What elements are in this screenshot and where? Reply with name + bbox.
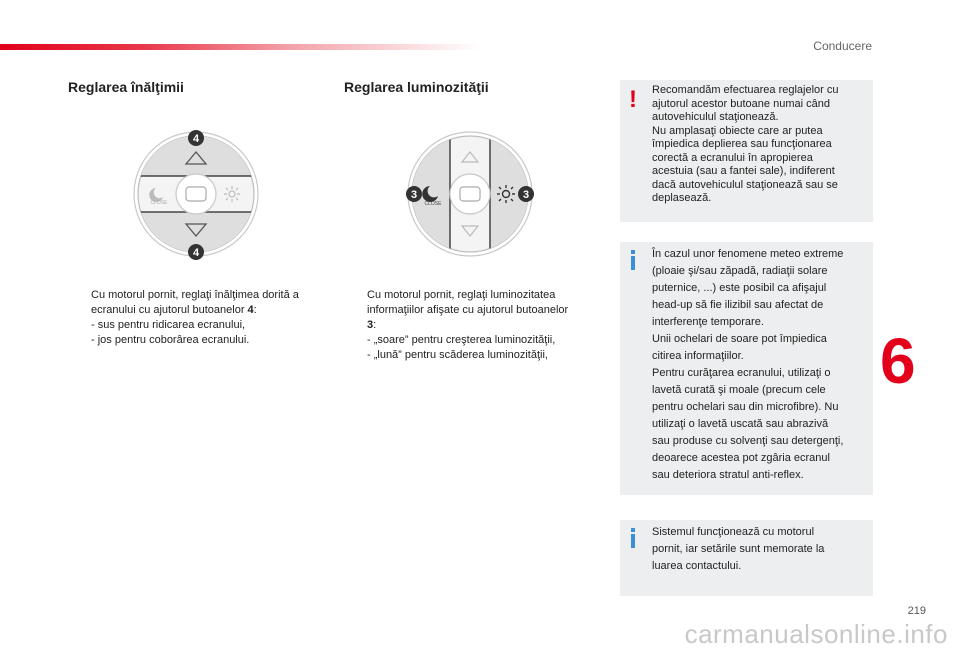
height-instructions xyxy=(70,288,335,348)
note-line: deoarece acestea pot zgâria ecranul xyxy=(652,452,830,464)
height-section-heading: Reglarea înălţimii xyxy=(68,79,184,95)
note-line: sau deteriora stratul anti-reflex. xyxy=(652,469,804,481)
note-line: lavetă curată şi moale (precum cele xyxy=(652,384,826,396)
brightness-instructions xyxy=(346,288,606,363)
close-label: CLOSE xyxy=(150,200,168,206)
chapter-title: Conducere xyxy=(813,39,872,53)
page-number: 219 xyxy=(907,605,926,617)
note-line: sau produse cu solvenţi sau detergenţi, xyxy=(652,435,844,447)
callout-number: 3 xyxy=(410,189,418,201)
instruction-line: ecranului cu ajutorul butoanelor xyxy=(91,304,248,316)
info-note-system xyxy=(620,520,873,596)
note-line: corectă a ecranului în apropierea xyxy=(652,151,813,164)
instruction-punctuation: : xyxy=(253,304,257,316)
info-icon xyxy=(626,250,640,270)
note-line: pentru ochelari sau din microfibre). Nu xyxy=(652,401,839,413)
note-line: puternice, ...) este posibil ca afişajul xyxy=(652,282,827,294)
note-line: deplasează. xyxy=(652,192,712,204)
note-line: utilizaţi o lavetă uscată sau abrazivă xyxy=(652,418,829,430)
list-item: - sus pentru ridicarea ecranului, xyxy=(91,319,246,331)
note-line: acestuia (sau a fantei sale), indiferent xyxy=(652,165,835,177)
note-line: Nu amplasaţi obiecte care ar putea xyxy=(652,124,823,137)
note-line: Pentru curăţarea ecranului, utilizaţi o xyxy=(652,367,831,379)
note-line: autovehiculul staţionează. xyxy=(652,111,779,123)
note-line: luarea contactului. xyxy=(652,560,742,572)
watermark: carmanualsonline.info xyxy=(684,619,948,649)
note-line: împiedica deplierea sau funcţionarea xyxy=(652,138,832,150)
brightness-section-heading: Reglarea luminozităţii xyxy=(344,79,489,95)
height-control-illustration xyxy=(128,126,264,266)
note-line: citirea informaţiilor. xyxy=(652,350,744,362)
instruction-line: Cu motorul pornit, reglaţi înălţimea dorită a xyxy=(91,289,299,301)
note-line: dacă autovehiculul staţionează sau se xyxy=(652,178,838,191)
note-line: ajutorul acestor butoane numai când xyxy=(652,97,830,110)
note-line: (ploaie şi/sau zăpadă, radiaţii solare xyxy=(652,265,828,277)
note-line: Recomandăm efectuarea reglajelor cu xyxy=(652,84,839,96)
close-label: CLOSE xyxy=(424,201,442,207)
warning-note xyxy=(620,80,873,222)
callout-number: 4 xyxy=(192,247,200,259)
note-line: interferenţe temporare. xyxy=(652,316,764,328)
note-line: pornit, iar setările sunt memorate la xyxy=(652,543,825,555)
note-line: Unii ochelari de soare pot împiedica xyxy=(652,333,827,345)
button-reference: 3 xyxy=(367,319,374,331)
note-line: În cazul unor fenomene meteo extreme xyxy=(652,248,844,260)
list-item: - „soare” pentru creşterea luminozităţii, xyxy=(367,334,556,346)
note-line: head-up să fie ilizibil sau afectat de xyxy=(652,299,824,311)
info-note-weather xyxy=(620,242,873,495)
info-icon xyxy=(626,528,640,548)
chapter-number-tab: 6 xyxy=(880,325,916,397)
button-reference: 4 xyxy=(247,304,254,316)
instruction-line: informaţiilor afişate cu ajutorul butoanelor xyxy=(367,304,569,316)
callout-number: 4 xyxy=(192,133,200,145)
brightness-control-illustration xyxy=(402,126,538,266)
list-item: - „lună” pentru scăderea luminozităţii, xyxy=(367,349,548,361)
list-item: - jos pentru coborârea ecranului. xyxy=(91,334,250,346)
instruction-line: Cu motorul pornit, reglaţi luminozitatea xyxy=(367,289,556,301)
header-accent-bar xyxy=(0,44,480,50)
warning-icon: ! xyxy=(629,86,637,113)
instruction-punctuation: : xyxy=(373,319,377,331)
note-line: Sistemul funcţionează cu motorul xyxy=(652,526,815,538)
callout-number: 3 xyxy=(522,189,530,201)
